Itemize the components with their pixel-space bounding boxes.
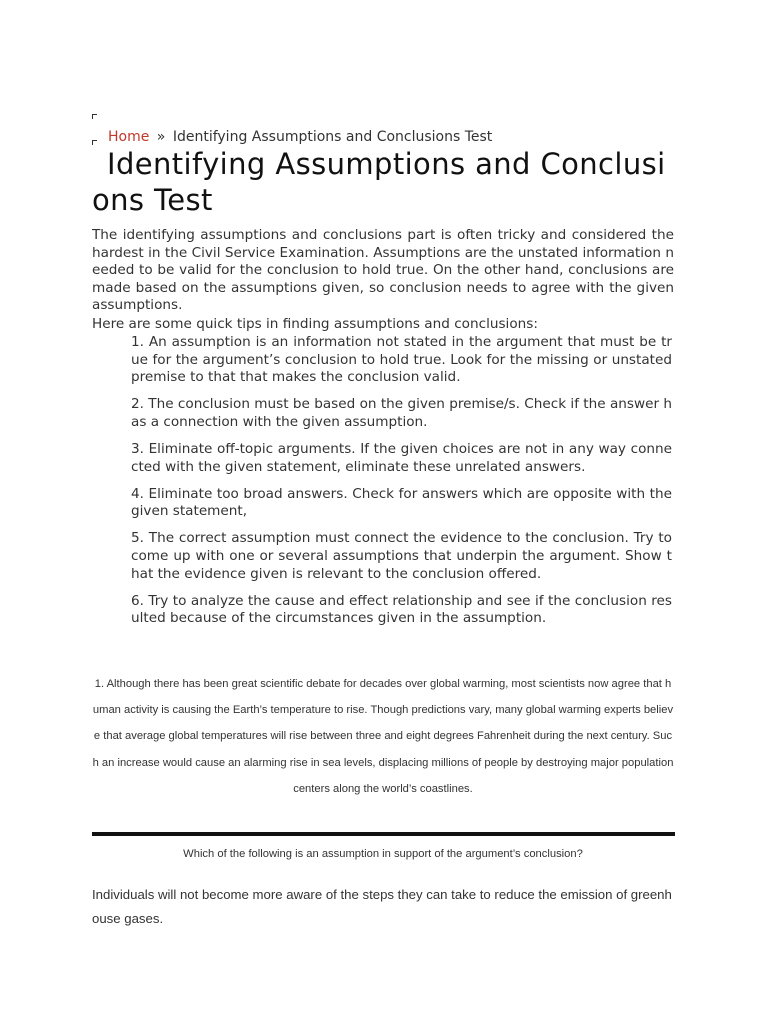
tip-item: 4. Eliminate too broad answers. Check for answers which are opposite with the given statement, (131, 485, 672, 520)
broken-image-marker (92, 114, 97, 119)
tip-item: 6. Try to analyze the cause and effect relationship and see if the conclusion resulted because of the circumstances given in the assumption. (131, 592, 672, 627)
breadcrumb-separator: » (156, 129, 166, 145)
breadcrumb-home-link[interactable]: Home (108, 129, 150, 145)
tip-item: 3. Eliminate off-topic arguments. If the given choices are not in any way connected with the given statement, eliminate these unrelated answers. (131, 440, 672, 475)
breadcrumb-current: Identifying Assumptions and Conclusions Test (172, 129, 493, 145)
intro-paragraph: The identifying assumptions and conclusions part is often tricky and considered the hardest in the Civil Service Examination. Assumptions are the unstated information needed to be valid for the conclusion to hold true. On the other hand, conclusions are made based on the assumptions given, so conclusion needs to agree with the given assumptions. (92, 227, 674, 314)
tip-item: 5. The correct assumption must connect the evidence to the conclusion. Try to come up with one or several assumptions that underpin the argument. Show that the evidence given is relevant to the conclusion offered. (131, 530, 672, 582)
tip-item: 1. An assumption is an information not stated in the argument that must be true for the argument’s conclusion to hold true. Look for the missing or unstated premise to that that makes the conclusion valid. (131, 334, 672, 386)
broken-image-marker (92, 140, 97, 145)
divider (92, 832, 675, 836)
tips-list (131, 334, 672, 637)
breadcrumb (108, 129, 492, 145)
question-prompt: Which of the following is an assumption in support of the argument’s conclusion? (183, 848, 583, 860)
tip-item: 2. The conclusion must be based on the given premise/s. Check if the answer has a connection with the given assumption. (131, 396, 672, 430)
question-passage: 1. Although there has been great scientific debate for decades over global warming, most scientists now agree that human activity is causing the Earth’s temperature to rise. Though predictions vary, many global warming experts believe that average global temperatures will rise between three and eight degrees Fahrenheit during the next century. Such an increase would cause an alarming rise in sea levels, displacing millions of people by destroying major population centers along the world’s coastlines. (92, 678, 674, 795)
answer-text: Individuals will not become more aware of the steps they can take to reduce the emission of greenhouse gases. (92, 887, 672, 926)
tips-lead: Here are some quick tips in finding assumptions and conclusions: (92, 316, 538, 332)
page-title: Identifying Assumptions and Conclusions Test (92, 147, 666, 217)
